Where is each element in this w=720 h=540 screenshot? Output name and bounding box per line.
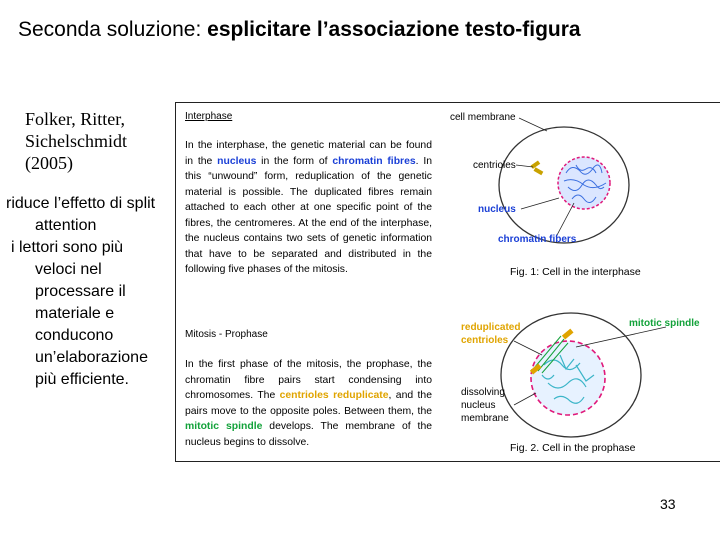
label-centrioles: centrioles [473,160,516,171]
bullet-line: materiale e [35,305,115,322]
label-dissolving: dissolving [461,387,505,398]
citation [25,108,175,174]
text-run: , and the pairs move to the opposite poles. Between them, the [185,390,432,417]
slide-title [18,18,581,42]
prophase-heading: Mitosis - Prophase [185,329,268,340]
page-number: 33 [660,496,676,512]
term-nucleus: nucleus [217,155,257,167]
label-centrioles-2: centrioles [461,335,509,346]
bullet-line: i lettori sono più [11,239,124,256]
cell-diagrams [176,103,720,461]
figure-panel [175,102,720,462]
label-dissolving-membrane: membrane [461,413,509,424]
leader-line [519,118,547,131]
bullet-line: riduce l’effetto di split [6,195,156,212]
leader-line [556,203,574,237]
interphase-heading: Interphase [185,111,233,122]
leader-line [514,341,542,355]
leader-line [521,198,559,209]
label-cell-membrane: cell membrane [450,112,516,123]
term-centrioles: centrioles reduplicate [279,390,389,401]
title-bold: esplicitare l’associazione testo-figura [207,18,581,41]
label-reduplicated: reduplicated [461,322,521,333]
fig1-caption: Fig. 1: Cell in the interphase [510,266,641,278]
bullet-line: conducono [35,327,114,344]
text-run: In the interphase, the genetic material can be found in the [185,140,432,167]
text-run: . In this “unwound” form, reduplication of the genetic material is possible. The duplicated fibres remain attached to each other at one specific point of the fibres, the centromeres. At the end of the interphase, the nucleus contains two sets of genetic information that have to be separated and distributed in the following five phases of the mitosis. [185,155,432,275]
bullet-line: veloci nel [35,261,102,278]
label-mitotic-spindle: mitotic spindle [629,318,700,329]
text-run: In the first phase of the mitosis, the prophase, the chromatin fibre pairs start condensing into chromosomes. The [185,359,432,401]
leader-line [576,327,666,347]
citation-line: Sichelschmidt [25,131,127,151]
label-chromatin-fibers: chromatin fibers [498,234,577,245]
term-spindle: mitotic spindle [185,421,263,432]
bullet-text [6,193,176,391]
bullet-line: più efficiente. [35,371,129,388]
bullet-line: processare il [35,283,126,300]
label-dissolving-nucleus: nucleus [461,400,496,411]
text-run: develops. The membrane of the nucleus begins to dissolve. [185,421,433,448]
bullet-line: un’elaborazione [35,349,148,366]
label-nucleus: nucleus [478,204,516,215]
title-normal: Seconda soluzione: [18,18,208,41]
nucleus-2 [531,341,605,415]
text-run: in the form of [256,155,333,167]
leader-line [516,165,533,167]
fig2-caption: Fig. 2. Cell in the prophase [510,442,636,454]
centrioles-1 [531,160,544,175]
bullet-line: attention [35,217,97,234]
citation-line: Folker, Ritter, [25,109,126,129]
leader-line [514,393,536,405]
citation-line: (2005) [25,153,73,173]
term-chromatin: chromatin fibres [332,155,416,167]
